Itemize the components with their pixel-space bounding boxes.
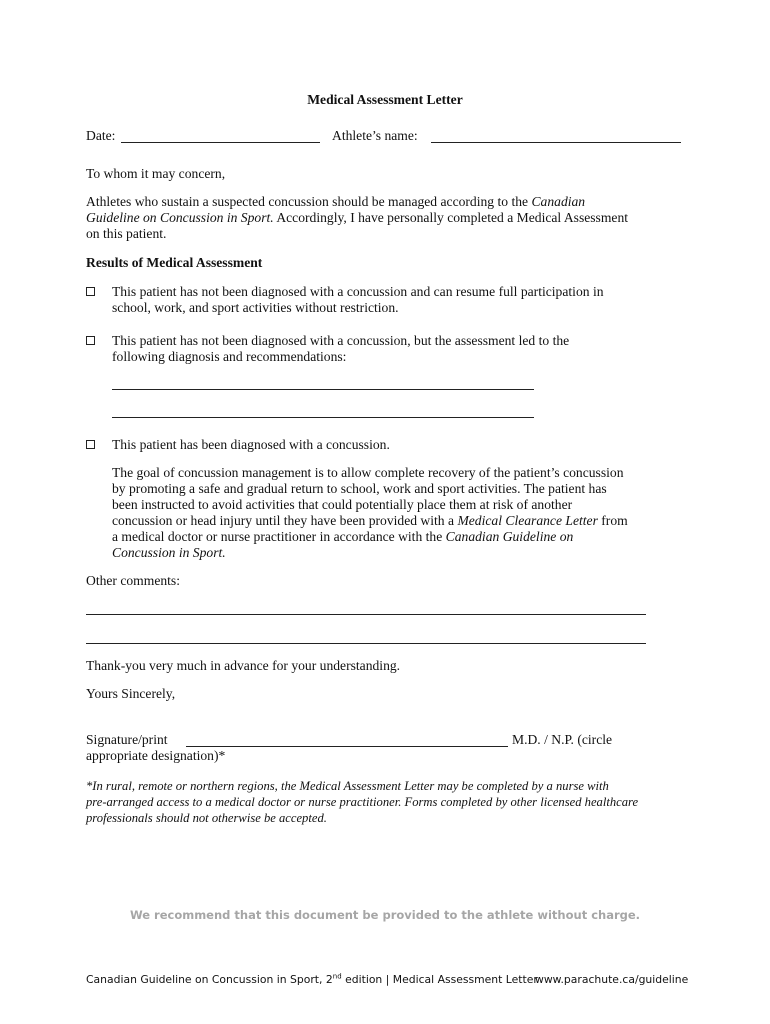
medical-clearance-letter-ref: Medical Clearance Letter [457,513,598,528]
goal-line-3: been instructed to avoid activities that could potentially place them at risk of another [112,497,573,512]
footer-left-a: Canadian Guideline on Concussion in Sport, 2 [86,973,333,986]
closing-text: Yours Sincerely, [86,686,176,701]
footer-left-b: edition | Medical Assessment Letter [341,973,538,986]
intro-line-2: Accordingly, I have personally completed a Medical Assessment [276,210,629,225]
goal-guideline-a: Canadian Guideline on [445,529,574,544]
signature-label: Signature/print [86,732,168,747]
salutation: To whom it may concern, [86,166,226,181]
option-3-checkbox[interactable] [86,440,95,449]
footer-url[interactable]: www.parachute.ca/guideline [535,973,689,986]
intro-text-line-2 [86,210,628,226]
signature-suffix: M.D. / N.P. (circle [512,732,613,747]
option-3-text: This patient has been diagnosed with a concussion. [112,437,390,452]
goal-line-4 [112,513,628,529]
goal-line-4a: concussion or head injury until they have been provided with a [112,513,455,528]
diagnosis-line-1[interactable] [112,389,534,390]
athlete-name-field[interactable] [431,142,681,143]
comments-line-1[interactable] [86,614,646,615]
goal-line-1: The goal of concussion management is to allow complete recovery of the patient’s concussion [112,465,624,480]
date-label: Date: [86,128,116,143]
intro-text [86,194,585,210]
diagnosis-line-2[interactable] [112,417,534,418]
footnote-line-3: professionals should not otherwise be accepted. [86,811,327,825]
footer-edition-sup: nd [332,972,342,981]
footnote-line-2: pre-arranged access to a medical doctor or nurse practitioner. Forms completed by other licensed healthcare [86,795,639,809]
thanks-text: Thank-you very much in advance for your understanding. [86,658,401,673]
goal-line-6 [112,545,226,561]
other-comments-label: Other comments: [86,573,181,588]
intro-guideline: Guideline on Concussion in Sport. [86,210,274,225]
athlete-name-label: Athlete’s name: [332,128,418,143]
results-heading: Results of Medical Assessment [86,255,263,270]
signature-designation: appropriate designation)* [86,748,226,763]
option-2-checkbox[interactable] [86,336,95,345]
comments-line-2[interactable] [86,643,646,644]
option-1-line-1: This patient has not been diagnosed with a concussion and can resume full participation in [112,284,604,299]
footer-left [86,973,538,986]
date-field[interactable] [121,142,320,143]
signature-field[interactable] [186,746,508,747]
goal-guideline-b: Concussion in Sport. [112,545,226,560]
option-2-line-2: following diagnosis and recommendations: [112,349,347,364]
recommendation-note: We recommend that this document be provided to the athlete without charge. [129,908,641,922]
goal-line-5a: a medical doctor or nurse practitioner in accordance with the [112,529,443,544]
goal-line-5 [112,529,573,545]
intro-line-3: on this patient. [86,226,167,241]
intro-guideline-a: Canadian [531,194,586,209]
goal-line-4b: from [601,513,628,528]
page-title: Medical Assessment Letter [307,92,463,107]
option-2-line-1: This patient has not been diagnosed with a concussion, but the assessment led to the [112,333,570,348]
footnote-line-1: *In rural, remote or northern regions, the Medical Assessment Letter may be completed by a nurse with [86,779,609,793]
goal-line-2: by promoting a safe and gradual return to school, work and sport activities. The patient has [112,481,607,496]
option-1-checkbox[interactable] [86,287,95,296]
intro-line-1: Athletes who sustain a suspected concussion should be managed according to the [86,194,529,209]
option-1-line-2: school, work, and sport activities without restriction. [112,300,399,315]
